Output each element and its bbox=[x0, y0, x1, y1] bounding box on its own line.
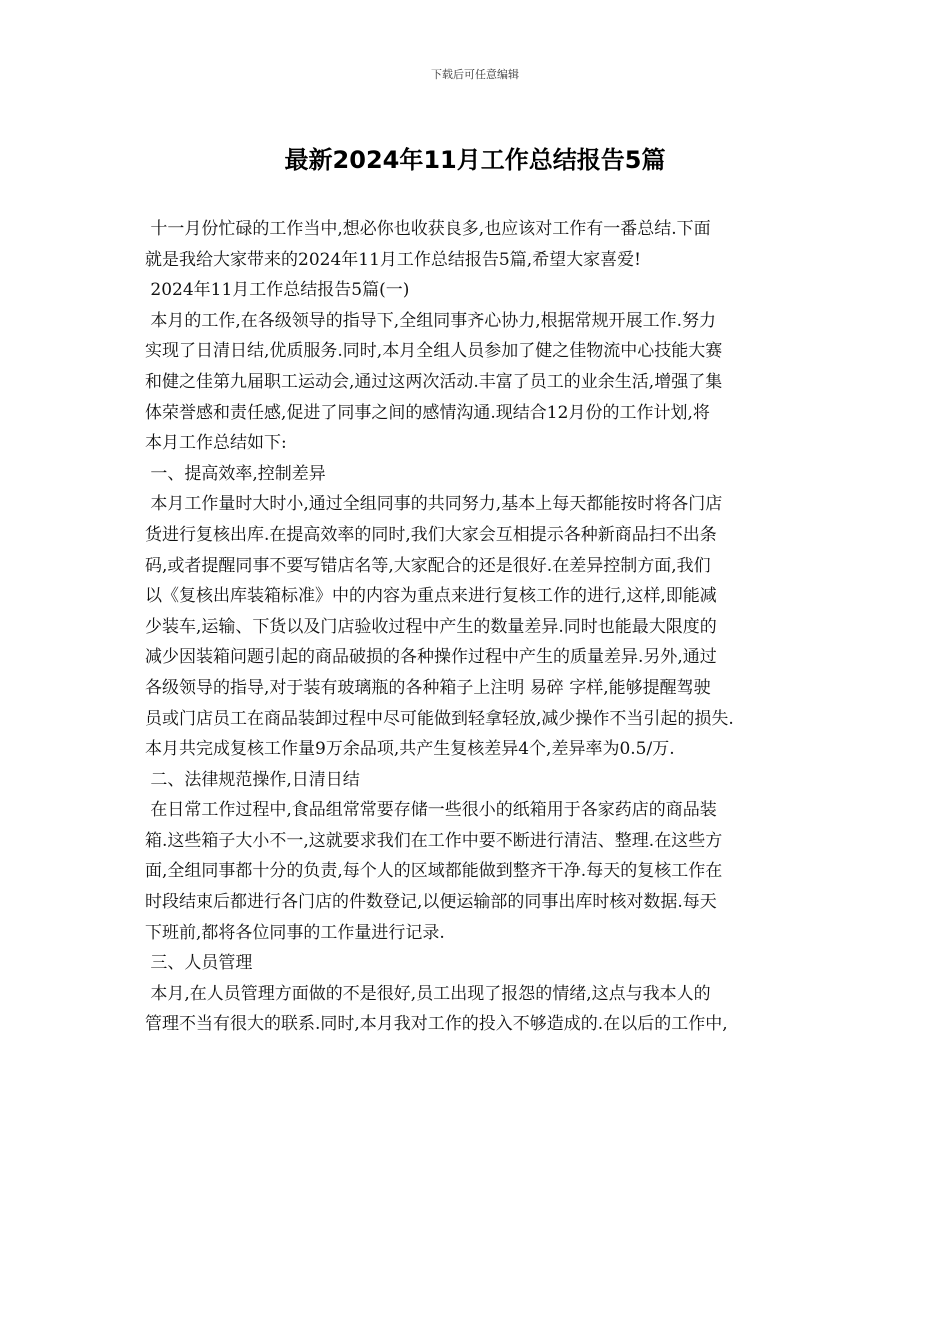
section-heading: 三、人员管理 bbox=[145, 953, 253, 974]
body-line: 和健之佳第九届职工运动会,通过这两次活动.丰富了员工的业余生活,增强了集 bbox=[145, 371, 723, 392]
body-line: 各级领导的指导,对于装有玻璃瓶的各种箱子上注明 易碎 字样,能够提醒驾驶 bbox=[145, 677, 711, 698]
body-line: 少装车,运输、下货以及门店验收过程中产生的数量差异.同时也能最大限度的 bbox=[145, 616, 717, 637]
body-line: 码,或者提醒同事不要写错店名等,大家配合的还是很好.在差异控制方面,我们 bbox=[145, 555, 711, 576]
body-line: 以《复核出库装箱标准》中的内容为重点来进行复核工作的进行,这样,即能减 bbox=[145, 586, 717, 607]
body-line: 面,全组同事都十分的负责,每个人的区域都能做到整齐干净.每天的复核工作在 bbox=[145, 861, 723, 882]
body-line: 本月工作总结如下: bbox=[145, 433, 287, 454]
body-line: 十一月份忙碌的工作当中,想必你也收获良多,也应该对工作有一番总结.下面 bbox=[145, 219, 711, 239]
body-line: 员或门店员工在商品装卸过程中尽可能做到轻拿轻放,减少操作不当引起的损失. bbox=[145, 708, 734, 729]
section-heading: 二、法律规范操作,日清日结 bbox=[145, 769, 360, 790]
section-heading: 一、提高效率,控制差异 bbox=[145, 463, 326, 484]
body-line: 体荣誉感和责任感,促进了同事之间的感情沟通.现结合12月份的工作计划,将 bbox=[145, 402, 710, 423]
body-line: 下班前,都将各位同事的工作量进行记录. bbox=[145, 922, 445, 943]
body-line: 本月工作量时大时小,通过全组同事的共同努力,基本上每天都能按时将各门店 bbox=[145, 494, 723, 515]
body-line: 管理不当有很大的联系.同时,本月我对工作的投入不够造成的.在以后的工作中, bbox=[145, 1014, 728, 1035]
body-line: 本月,在人员管理方面做的不是很好,员工出现了报怨的情绪,这点与我本人的 bbox=[145, 983, 711, 1004]
body-line: 箱.这些箱子大小不一,这就要求我们在工作中要不断进行清洁、整理.在这些方 bbox=[145, 830, 723, 851]
body-line: 货进行复核出库.在提高效率的同时,我们大家会互相提示各种新商品扫不出条 bbox=[145, 524, 717, 545]
body-line: 在日常工作过程中,食品组常常要存储一些很小的纸箱用于各家药店的商品装 bbox=[145, 800, 717, 821]
document-body bbox=[145, 214, 815, 1040]
body-line: 就是我给大家带来的2024年11月工作总结报告5篇,希望大家喜爱! bbox=[145, 249, 641, 270]
body-line: 实现了日清日结,优质服务.同时,本月全组人员参加了健之佳物流中心技能大赛 bbox=[145, 341, 723, 362]
body-line: 本月共完成复核工作量9万余品项,共产生复核差异4个,差异率为0.5/万. bbox=[145, 739, 675, 760]
section-heading: 2024年11月工作总结报告5篇(一) bbox=[145, 280, 410, 301]
body-line: 减少因装箱问题引起的商品破损的各种操作过程中产生的质量差异.另外,通过 bbox=[145, 647, 717, 668]
document-title: 最新2024年11月工作总结报告5篇 bbox=[284, 146, 666, 174]
body-line: 时段结束后都进行各门店的件数登记,以便运输部的同事出库时核对数据.每天 bbox=[145, 892, 717, 913]
body-line: 本月的工作,在各级领导的指导下,全组同事齐心协力,根据常规开展工作.努力 bbox=[145, 310, 717, 331]
header-note: 下载后可任意编辑 bbox=[431, 68, 519, 81]
